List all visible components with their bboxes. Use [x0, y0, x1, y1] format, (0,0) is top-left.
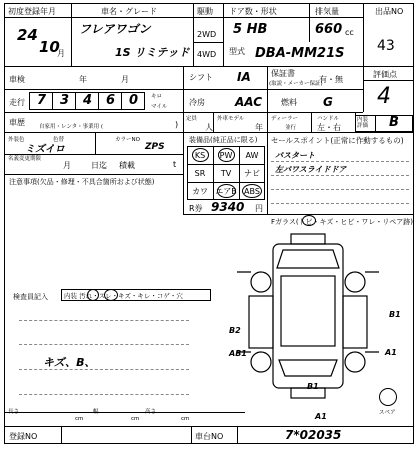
equipment-title: 装備品(純正品に限る)	[189, 136, 258, 144]
rule	[267, 112, 268, 132]
rule	[183, 66, 184, 132]
equip-ks-circle	[192, 148, 209, 162]
unit-mile: マイル	[151, 104, 168, 110]
car-name: フレアワゴン	[79, 22, 151, 36]
color-label: 外装色	[8, 137, 25, 143]
rule	[271, 203, 409, 204]
rule	[309, 4, 310, 42]
rule	[311, 112, 312, 132]
selling-point-2: 左パワスライドドア	[275, 165, 347, 174]
capacity-label: 定員	[186, 116, 198, 122]
warranty-value: 有・無	[319, 75, 343, 84]
height-label: 高さ	[145, 409, 157, 415]
displacement-unit: cc	[345, 28, 354, 37]
warranty-sub: (取説・メーカー保証)	[269, 81, 323, 87]
history-close: )	[175, 120, 179, 129]
rename-label: 名義変更期限	[8, 156, 42, 162]
damage-mark: A1	[315, 412, 327, 421]
unit-km: キロ	[151, 94, 163, 100]
inspector-note: キズ、B、	[43, 356, 96, 369]
door-label: ドア数・形状	[229, 7, 277, 16]
rule	[19, 320, 189, 321]
rule	[5, 412, 245, 413]
loading-label: 積載	[119, 161, 135, 170]
height-unit: cm	[181, 416, 190, 422]
colorno-change-label: 色替	[53, 137, 65, 143]
drive-label: 駆動	[197, 7, 213, 16]
interior-scuff-circle	[104, 289, 118, 301]
equip-abs-circle	[242, 184, 262, 198]
model-label: 型式	[229, 47, 245, 56]
length-unit: cm	[75, 416, 84, 422]
damage-mark: B1	[307, 382, 319, 391]
fuel-value: G	[323, 95, 333, 109]
rule	[52, 92, 53, 110]
mileage-digit: 4	[83, 93, 93, 108]
displacement-label: 排気量	[315, 7, 339, 16]
colorno-label: カラーNO	[115, 137, 140, 143]
spare-tire-icon	[379, 388, 397, 406]
interior-score-label: 内装評価	[357, 117, 369, 129]
handle-label: ハンドル	[317, 116, 340, 122]
capacity-unit: 人	[205, 123, 213, 132]
rule	[75, 92, 76, 110]
rule	[5, 66, 413, 67]
first-reg-month: 10	[39, 38, 60, 56]
rule	[5, 112, 363, 113]
mileage-digit: 0	[129, 93, 139, 108]
interior-dirt-circle	[87, 289, 99, 301]
rule	[213, 112, 214, 132]
rule	[5, 89, 363, 90]
rule	[375, 115, 376, 132]
drive-4wd: 4WD	[197, 50, 217, 59]
rule	[183, 214, 413, 215]
warranty-label: 保証書	[271, 69, 295, 78]
equip-pw-circle	[218, 148, 235, 162]
rule	[98, 92, 99, 110]
mileage-digit: 6	[106, 93, 116, 108]
recycle-label: R券	[189, 204, 203, 213]
rule	[271, 161, 409, 162]
handle-value: 左・右	[317, 123, 341, 132]
damage-mark: A1	[385, 348, 397, 357]
equip-pw: PW	[219, 150, 233, 160]
interior-score-value: B	[389, 115, 399, 130]
chassis-no-value: 7*02035	[285, 428, 342, 442]
recycle-unit: 円	[255, 204, 263, 213]
registration-no-label: 登録NO	[9, 432, 38, 441]
chassis-no-label: 車台NO	[195, 432, 224, 441]
mileage-digit: 7	[37, 93, 47, 108]
lot-label: 出品NO	[375, 7, 404, 16]
equip-leather: カワ	[192, 186, 208, 196]
rule	[267, 66, 268, 112]
shaken-label: 車検	[9, 75, 25, 84]
equip-airbag: エアB	[215, 186, 237, 196]
spare-label: スペア	[379, 410, 396, 416]
mileage-label: 走行	[9, 98, 25, 107]
rule	[271, 175, 409, 176]
month-unit: 月	[57, 49, 65, 58]
history-label: 車歴	[9, 118, 25, 127]
selling-point-1: パスタート	[275, 151, 315, 160]
dealer-label: ディーラー	[271, 116, 299, 122]
rule	[363, 4, 364, 112]
equip-sr: SR	[194, 168, 206, 178]
model-value: DBA-MM21S	[255, 46, 345, 61]
car-grade: 1S リミテッド	[115, 46, 190, 59]
equip-aw: AW	[245, 150, 259, 160]
rule	[5, 426, 413, 427]
rule	[193, 42, 223, 43]
rule	[19, 344, 189, 345]
rule	[193, 4, 194, 66]
exterior-model-year: 年	[255, 123, 263, 132]
equip-abs: ABS	[244, 186, 260, 196]
inspector-label: 検査員記入	[13, 293, 48, 301]
rule	[5, 174, 183, 175]
color-value: ミズイロ	[25, 144, 65, 155]
rule	[271, 189, 409, 190]
rule	[61, 426, 62, 444]
score-value: 4	[377, 84, 391, 109]
rename-month: 月	[63, 161, 71, 170]
rule	[223, 4, 224, 66]
rule	[71, 4, 72, 66]
ac-label: 冷房	[189, 98, 205, 107]
length-label: 長さ	[8, 409, 20, 415]
equip-navi: ナビ	[244, 168, 260, 178]
equip-tv: TV	[220, 168, 232, 178]
glass-condition: Fガラス(トビ・キズ・ヒビ・ワレ・リペア跡)	[271, 218, 413, 226]
score-label: 評価点	[373, 70, 397, 79]
displacement-value: 660	[315, 22, 343, 37]
mileage-digit: 3	[60, 93, 70, 108]
car-name-label: 車名・グレード	[101, 7, 157, 16]
recycle-value: 9340	[211, 200, 245, 214]
width-label: 幅	[93, 409, 99, 415]
rule	[95, 132, 96, 154]
interior-options: 内装 汚れ・スレ・キズ・キレ・コゲ・穴	[64, 292, 183, 300]
door-value: 5 HB	[233, 22, 268, 37]
loading-unit: t	[173, 160, 177, 169]
rule	[267, 132, 268, 214]
selling-points-title: セールスポイント(正常に作動するもの)	[271, 136, 404, 145]
glass-tobi-circle	[302, 215, 316, 226]
shift-label: シフト	[189, 73, 213, 82]
first-reg-year: 24	[17, 26, 38, 44]
width-unit: cm	[131, 416, 140, 422]
auction-sheet	[4, 3, 414, 444]
drive-2wd: 2WD	[197, 30, 217, 39]
damage-mark: B1	[389, 310, 401, 319]
equip-ks: KS	[194, 150, 206, 160]
lot-value: 43	[377, 38, 395, 54]
rule	[121, 92, 122, 110]
damage-mark: AB1	[229, 349, 247, 358]
shaken-month: 月	[121, 75, 129, 84]
rule	[183, 132, 184, 214]
damage-mark: B2	[229, 326, 241, 335]
notes-label: 注意事項(欠品・修理・不具合箇所および状態)	[9, 178, 155, 186]
ac-value: AAC	[235, 95, 263, 109]
first-reg-label: 初度登録年月	[8, 7, 56, 16]
fuel-label: 燃料	[281, 98, 297, 107]
rule	[19, 394, 189, 395]
rename-date: 日迄	[91, 161, 107, 170]
exterior-model-label: 外車モデル	[217, 116, 245, 122]
colorno-value: ZPS	[145, 142, 165, 152]
rule	[363, 80, 413, 81]
equip-airbag-circle	[217, 184, 236, 198]
shaken-year: 年	[79, 75, 87, 84]
rule	[191, 426, 192, 444]
history-options: 自家用・レンタ・事業用 (	[39, 124, 104, 130]
dealer-value: 並行	[285, 125, 297, 131]
rule	[237, 426, 238, 444]
shift-value: IA	[237, 70, 251, 84]
